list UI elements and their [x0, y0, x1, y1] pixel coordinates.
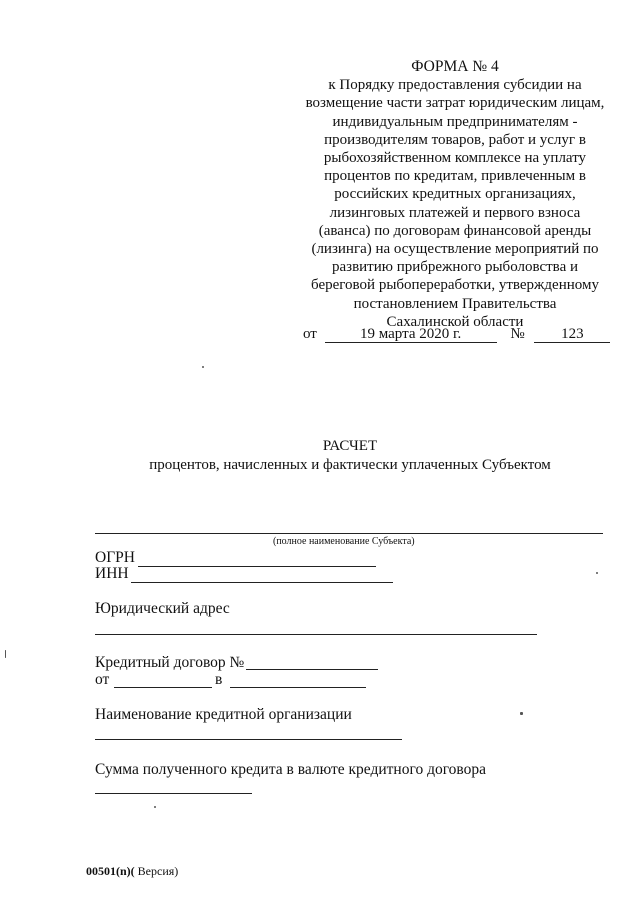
- contract-from-label: от: [95, 671, 110, 688]
- document-title: РАСЧЕТ: [322, 438, 378, 454]
- header-line: развитию прибрежного рыболовства и: [331, 259, 579, 276]
- inn-label: ИНН: [95, 565, 129, 582]
- inn-field-line: [131, 582, 393, 583]
- credit-contract-number-line: [246, 669, 378, 670]
- date-prefix: от: [303, 326, 317, 342]
- header-line: производителям товаров, работ и услуг в: [324, 131, 586, 148]
- legal-address-label: Юридический адрес: [95, 600, 230, 617]
- header-line: индивидуальным предпринимателям -: [332, 113, 578, 130]
- approval-date: 19 марта 2020 г.: [325, 326, 497, 343]
- scan-speck: [596, 572, 598, 574]
- form-header: [296, 58, 614, 331]
- document-subtitle: процентов, начисленных и фактически уплаченных Субъектом: [149, 457, 551, 473]
- contract-in-label: в: [215, 671, 223, 688]
- header-line: (лизинга) на осуществление мероприятий по: [311, 241, 599, 258]
- entity-name-caption: (полное наименование Субъекта): [273, 536, 415, 547]
- ogrn-field-line: [138, 566, 376, 567]
- entity-name-line: [95, 533, 603, 534]
- credit-amount-label: Сумма полученного кредита в валюте кредитного договора: [95, 761, 487, 778]
- approval-number: 123: [534, 326, 610, 343]
- scan-speck: [520, 712, 523, 715]
- document-code: [86, 864, 178, 879]
- number-prefix: №: [510, 326, 525, 342]
- credit-amount-line: [95, 793, 252, 794]
- header-line: Сахалинской области: [386, 313, 524, 330]
- form-number-title: ФОРМА № 4: [411, 58, 499, 75]
- scan-speck: [202, 366, 204, 368]
- header-line: постановлением Правительства: [353, 295, 557, 312]
- contract-date-line: [114, 687, 212, 688]
- credit-org-label: Наименование кредитной организации: [95, 706, 352, 723]
- document-code-value: 00501(n)(: [86, 864, 135, 878]
- credit-org-line: [95, 739, 402, 740]
- credit-contract-label: Кредитный договор №: [95, 654, 245, 671]
- header-line: возмещение части затрат юридическим лицам,: [305, 95, 605, 112]
- ogrn-label: ОГРН: [95, 549, 135, 566]
- header-line: российских кредитных организациях,: [334, 186, 576, 203]
- document-version: Версия): [134, 864, 179, 878]
- header-line: рыбохозяйственном комплексе на уплату: [323, 150, 587, 167]
- header-line: (аванса) по договорам финансовой аренды: [318, 222, 592, 239]
- header-line: береговой рыбопереработки, утвержденному: [311, 277, 599, 294]
- approval-date-row: [303, 326, 610, 343]
- contract-place-line: [230, 687, 366, 688]
- header-line: процентов по кредитам, привлеченным в: [324, 168, 586, 185]
- legal-address-line: [95, 634, 537, 635]
- header-line: к Порядку предоставления субсидии на: [328, 77, 582, 94]
- header-line: лизинговых платежей и первого взноса: [329, 204, 581, 221]
- scan-speck: [154, 806, 156, 808]
- scan-speck: [5, 650, 6, 658]
